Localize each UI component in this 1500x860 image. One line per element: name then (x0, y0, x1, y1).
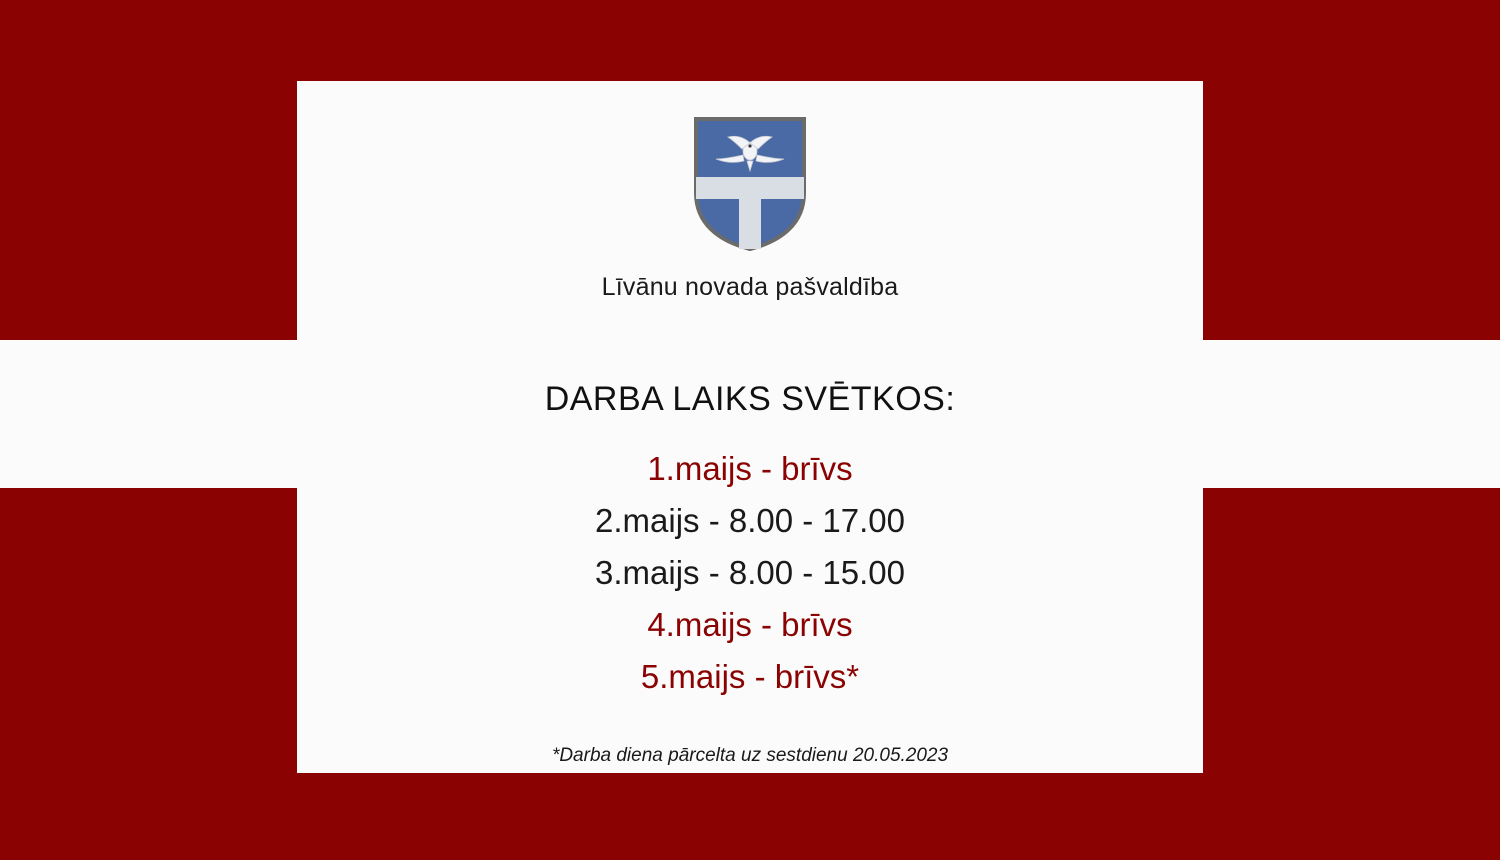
list-item: 3.maijs - 8.00 - 15.00 (595, 554, 905, 591)
schedule-list (595, 445, 905, 701)
list-item: 5.maijs - brīvs* (640, 658, 860, 695)
organization-name: Līvānu novada pašvaldība (601, 273, 899, 301)
footnote: *Darba diena pārcelta uz sestdienu 20.05.2023 (551, 745, 949, 766)
announcement-card (297, 81, 1203, 773)
list-item: 1.maijs - brīvs (647, 450, 853, 487)
list-item: 4.maijs - brīvs (647, 606, 853, 643)
page-title: DARBA LAIKS SVĒTKOS: (544, 380, 956, 418)
list-item: 2.maijs - 8.00 - 17.00 (595, 502, 905, 539)
coat-of-arms-shield-icon (690, 115, 810, 253)
